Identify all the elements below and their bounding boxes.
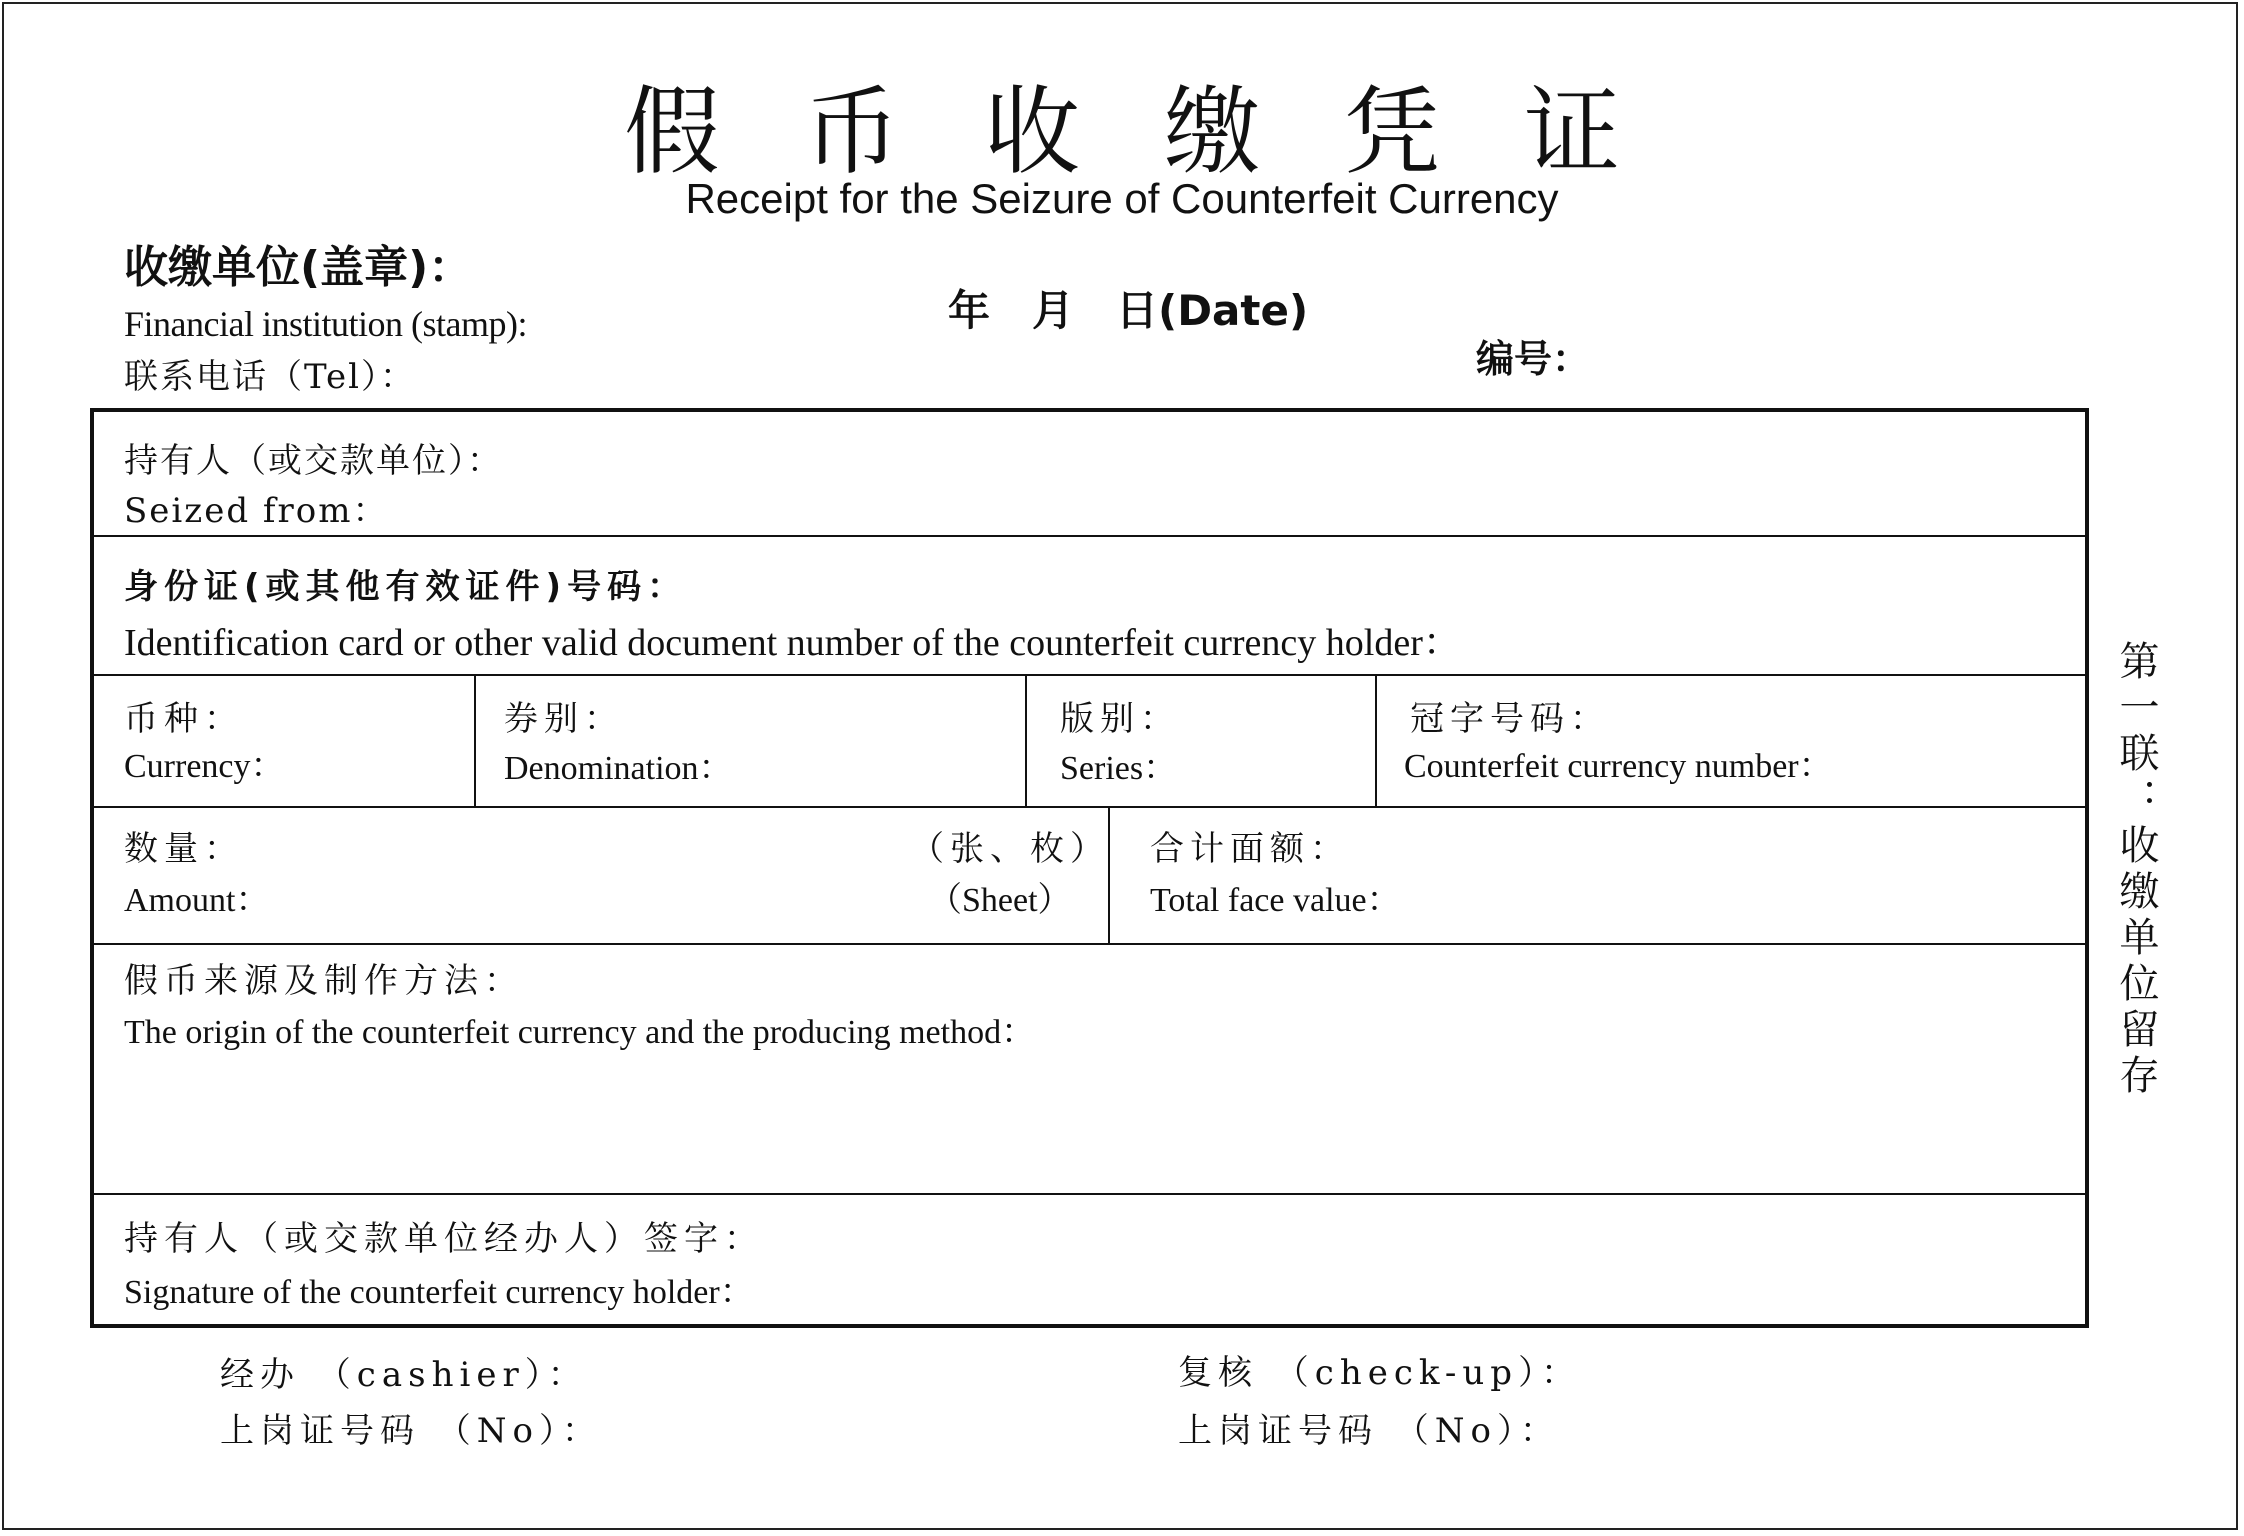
- amount-unit-zh: （张、枚）: [910, 829, 1110, 869]
- column-divider: [1375, 675, 1377, 807]
- tel-label: 联系电话（Tel）：: [124, 357, 417, 397]
- origin-label-en: The origin of the counterfeit currency and the producing method：: [124, 1014, 1036, 1051]
- holder-field[interactable]: [560, 440, 2060, 520]
- checkup-no-label: 上岗证号码 （No）：: [1178, 1411, 1561, 1451]
- denomination-label-en: Denomination：: [504, 750, 733, 787]
- cashier-label: 经办 （cashier）：: [220, 1355, 588, 1395]
- serial-label-zh: 冠字号码：: [1410, 699, 1610, 739]
- amount-label-en: Amount：: [124, 882, 270, 919]
- row-divider: [90, 535, 2089, 537]
- signature-label-zh: 持有人（或交款单位经办人）签字：: [124, 1219, 764, 1259]
- series-label-zh: 版别：: [1060, 699, 1180, 739]
- row-divider: [90, 806, 2089, 808]
- denomination-label-zh: 券别：: [504, 699, 624, 739]
- amount-unit-en: （Sheet）: [928, 882, 1072, 919]
- serial-label-en: Counterfeit currency number：: [1404, 748, 1833, 785]
- signature-label-en: Signature of the counterfeit currency holder：: [124, 1274, 754, 1311]
- checkup-label: 复核 （check-up）：: [1178, 1353, 1582, 1393]
- document-title-en: Receipt for the Seizure of Counterfeit Currency: [685, 175, 1559, 222]
- date-label: 年 月 日(Date): [948, 286, 1309, 335]
- row-divider: [90, 674, 2089, 676]
- column-divider: [474, 675, 476, 807]
- id-card-label-zh: 身份证(或其他有效证件)号码：: [124, 567, 688, 607]
- stamp-label-zh: 收缴单位(盖章)：: [124, 242, 473, 293]
- column-divider: [1025, 675, 1027, 807]
- copy-note: 第一联：收缴单位留存: [2113, 640, 2159, 1100]
- document-title-zh: 假币收缴凭证: [624, 76, 1704, 188]
- column-divider: [1108, 807, 1110, 944]
- currency-label-en: Currency：: [124, 748, 285, 785]
- total-label-zh: 合计面额：: [1150, 829, 1350, 869]
- holder-label-en: Seized from：: [124, 491, 389, 531]
- id-card-label-en: Identification card or other valid document number of the counterfeit currency holder：: [124, 622, 1461, 664]
- currency-label-zh: 币种：: [124, 699, 244, 739]
- stamp-label-en: Financial institution (stamp):: [124, 304, 527, 344]
- row-divider: [90, 943, 2089, 945]
- amount-label-zh: 数量：: [124, 829, 244, 869]
- total-label-en: Total face value：: [1150, 882, 1401, 919]
- row-divider: [90, 1193, 2089, 1195]
- origin-label-zh: 假币来源及制作方法：: [124, 961, 524, 1001]
- holder-label-zh: 持有人（或交款单位）：: [124, 441, 503, 481]
- serial-number-label: 编号：: [1476, 337, 1591, 381]
- cashier-no-label: 上岗证号码 （No）：: [220, 1411, 603, 1451]
- series-label-en: Series：: [1060, 750, 1178, 787]
